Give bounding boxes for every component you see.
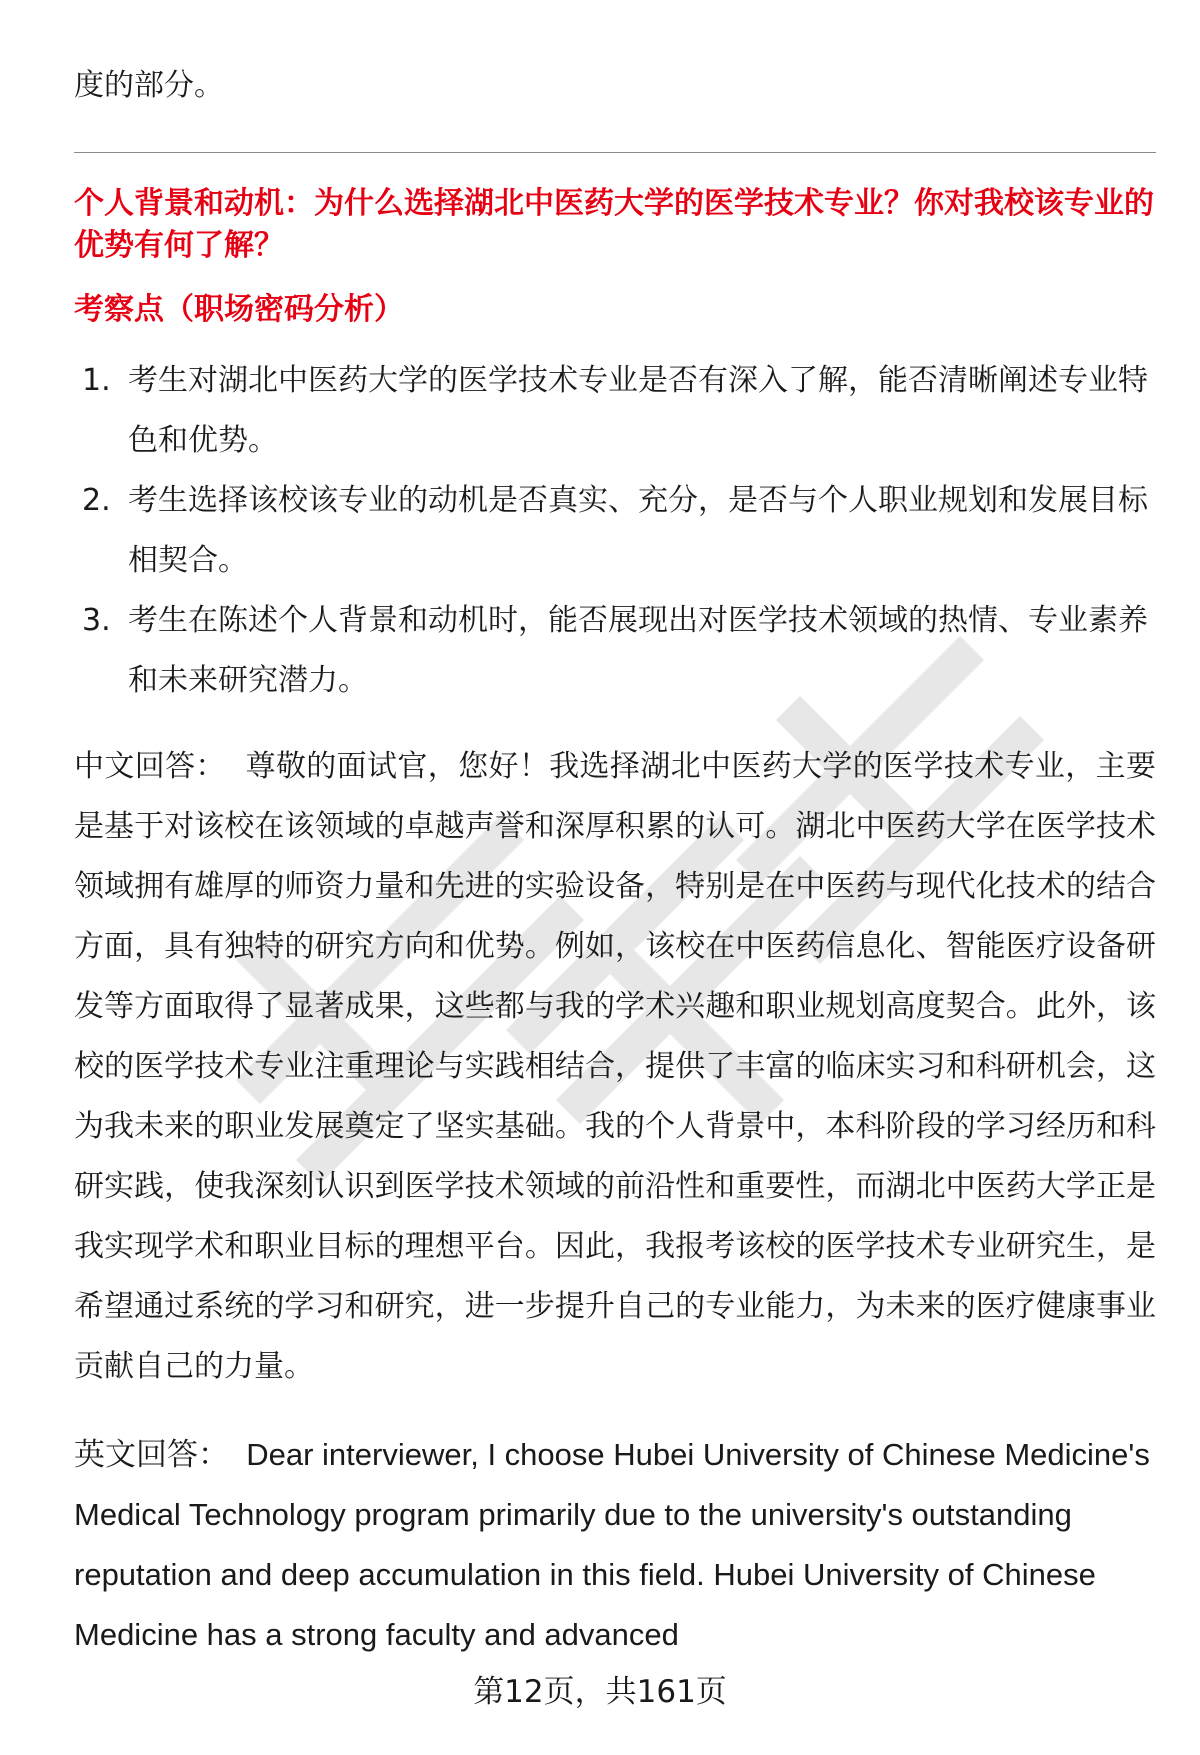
assessment-points-heading: 考察点（职场密码分析） (74, 292, 404, 327)
english-answer-label: 英文回答： (74, 1437, 229, 1472)
list-item (74, 351, 1156, 471)
list-item-number: 1. (82, 363, 111, 398)
list-item (74, 591, 1156, 711)
previous-paragraph-end: 度的部分。 (74, 68, 224, 103)
chinese-answer-text: 尊敬的面试官，您好！我选择湖北中医药大学的医学技术专业，主要是基于对该校在该领域的卓越声誉和深厚积累的认可。湖北中医药大学在医学技术领域拥有雄厚的师资力量和先进的实验设备，特别是在中医药与现代化技术的结合方面，具有独特的研究方向和优势。例如，该校在中医药信息化、智能医疗设备研发等方面取得了显著成果，这些都与我的学术兴趣和职业规划高度契合。此外，该校的医学技术专业注重理论与实践相结合，提供了丰富的临床实习和科研机会，这为我未来的职业发展奠定了坚实基础。我的个人背景中，本科阶段的学习经历和科研实践，使我深刻认识到医学技术领域的前沿性和重要性，而湖北中医药大学正是我实现学术和职业目标的理想平台。因此，我报考该校的医学技术专业研究生，是希望通过系统的学习和研究，进一步提升自己的专业能力，为未来的医疗健康事业贡献自己的力量。 (74, 749, 1157, 1384)
question-heading: 个人背景和动机：为什么选择湖北中医药大学的医学技术专业？你对我校该专业的优势有何了解？ (74, 186, 1154, 263)
list-item-number: 3. (82, 603, 111, 638)
page-number-footer: 第12页，共161页 (473, 1674, 727, 1710)
list-item (74, 471, 1156, 591)
chinese-answer (74, 737, 1156, 1397)
page-content (74, 56, 1156, 1693)
english-answer-text: Dear interviewer, I choose Hubei University of Chinese Medicine's Medical Technology program primarily due to the university's outstanding reputation and deep accumulation in this field. Hubei University of Chinese Medicine has a strong faculty and advanced (74, 1437, 1150, 1652)
chinese-answer-label: 中文回答： (74, 749, 226, 784)
section-divider (74, 152, 1156, 153)
assessment-points-list (74, 351, 1156, 711)
english-answer (74, 1425, 1156, 1665)
list-item-text: 考生选择该校该专业的动机是否真实、充分，是否与个人职业规划和发展目标相契合。 (128, 483, 1148, 578)
list-item-text: 考生在陈述个人背景和动机时，能否展现出对医学技术领域的热情、专业素养和未来研究潜力。 (128, 603, 1148, 698)
list-item-number: 2. (82, 483, 111, 518)
list-item-text: 考生对湖北中医药大学的医学技术专业是否有深入了解，能否清晰阐述专业特色和优势。 (128, 363, 1148, 458)
